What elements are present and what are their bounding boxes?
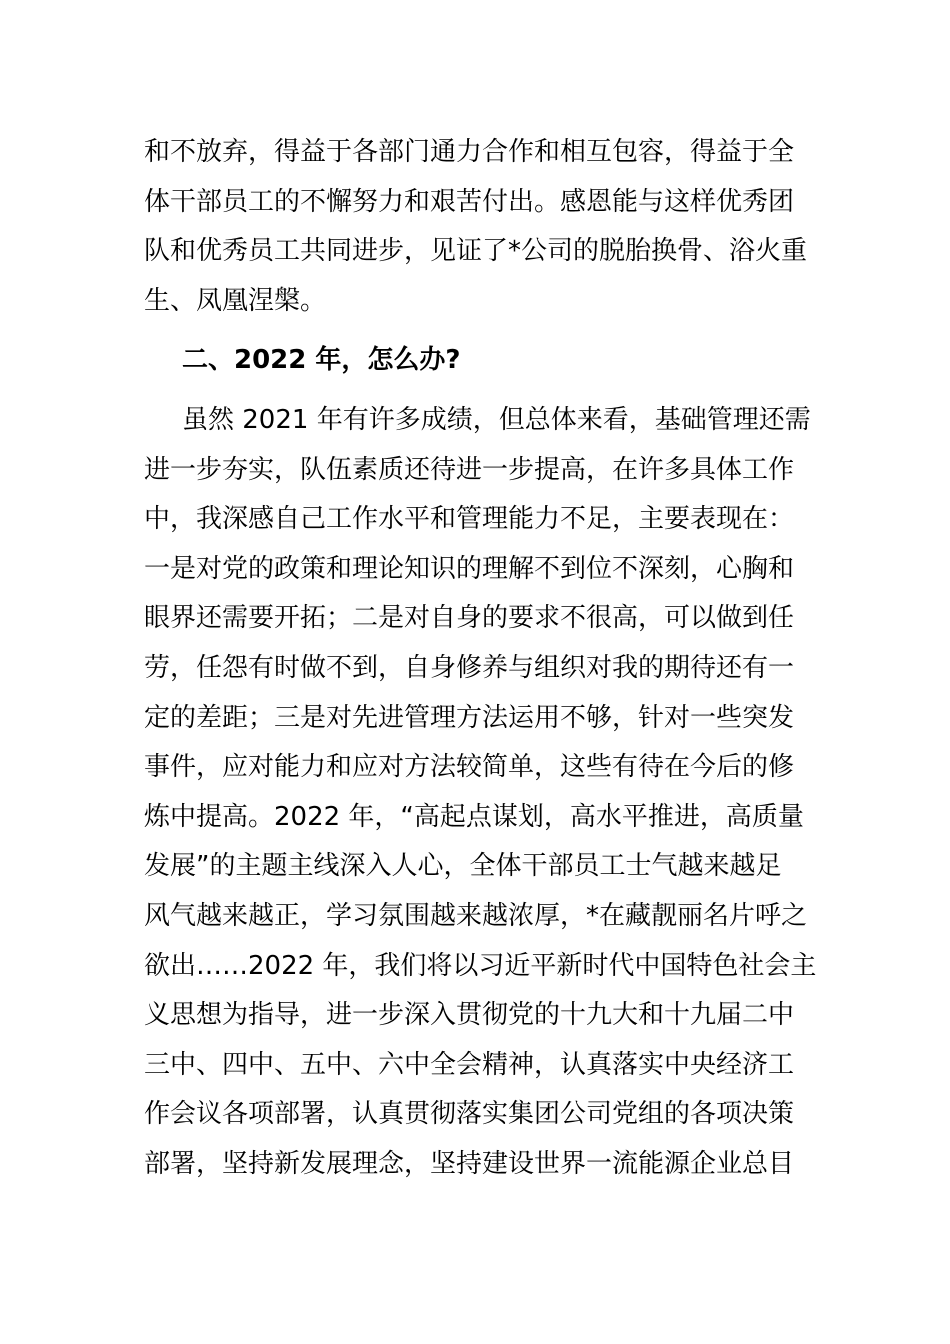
text-line: 风气越来越正，学习氛围越来越浓厚，*在藏靓丽名片呼之: [144, 900, 808, 931]
text-line: 生、凤凰涅槃。: [144, 285, 327, 316]
text-line: 义思想为指导，进一步深入贯彻党的十九大和十九届二中: [144, 1000, 795, 1031]
section-heading: 二、2022 年，怎么办?: [182, 345, 461, 376]
text-line: 发展”的主题主线深入人心，全体干部员工士气越来越足: [144, 851, 782, 882]
paragraph-gratitude: [144, 128, 810, 326]
paragraph-2022-plan: [144, 396, 817, 1190]
text-line: 一是对党的政策和理论知识的理解不到位不深刻，心胸和: [144, 553, 795, 584]
text-line: 炼中提高。2022 年，“高起点谋划，高水平推进，高质量: [144, 801, 804, 832]
text-line: 中，我深感自己工作水平和管理能力不足，主要表现在：: [144, 504, 795, 535]
text-line: 部署，坚持新发展理念，坚持建设世界一流能源企业总目: [144, 1148, 795, 1179]
text-line: 劳，任怨有时做不到，自身修养与组织对我的期待还有一: [144, 652, 795, 683]
text-line: 作会议各项部署，认真贯彻落实集团公司党组的各项决策: [144, 1099, 795, 1130]
text-line: 事件，应对能力和应对方法较简单，这些有待在今后的修: [144, 752, 795, 783]
text-line: 队和优秀员工共同进步，见证了*公司的脱胎换骨、浴火重: [144, 236, 808, 267]
document-body: [144, 128, 817, 1189]
text-line: 眼界还需要开拓；二是对自身的要求不很高，可以做到任: [144, 603, 795, 634]
text-line: 定的差距；三是对先进管理方法运用不够，针对一些突发: [144, 702, 795, 733]
text-line: 体干部员工的不懈努力和艰苦付出。感恩能与这样优秀团: [144, 186, 795, 217]
text-line: 欲出……2022 年，我们将以习近平新时代中国特色社会主: [144, 950, 817, 981]
text-line: 和不放弃，得益于各部门通力合作和相互包容，得益于全: [144, 137, 795, 167]
text-line: 三中、四中、五中、六中全会精神，认真落实中央经济工: [144, 1049, 795, 1080]
text-line: 进一步夯实，队伍素质还待进一步提高，在许多具体工作: [144, 454, 795, 485]
text-line: 虽然 2021 年有许多成绩，但总体来看，基础管理还需: [182, 404, 811, 435]
